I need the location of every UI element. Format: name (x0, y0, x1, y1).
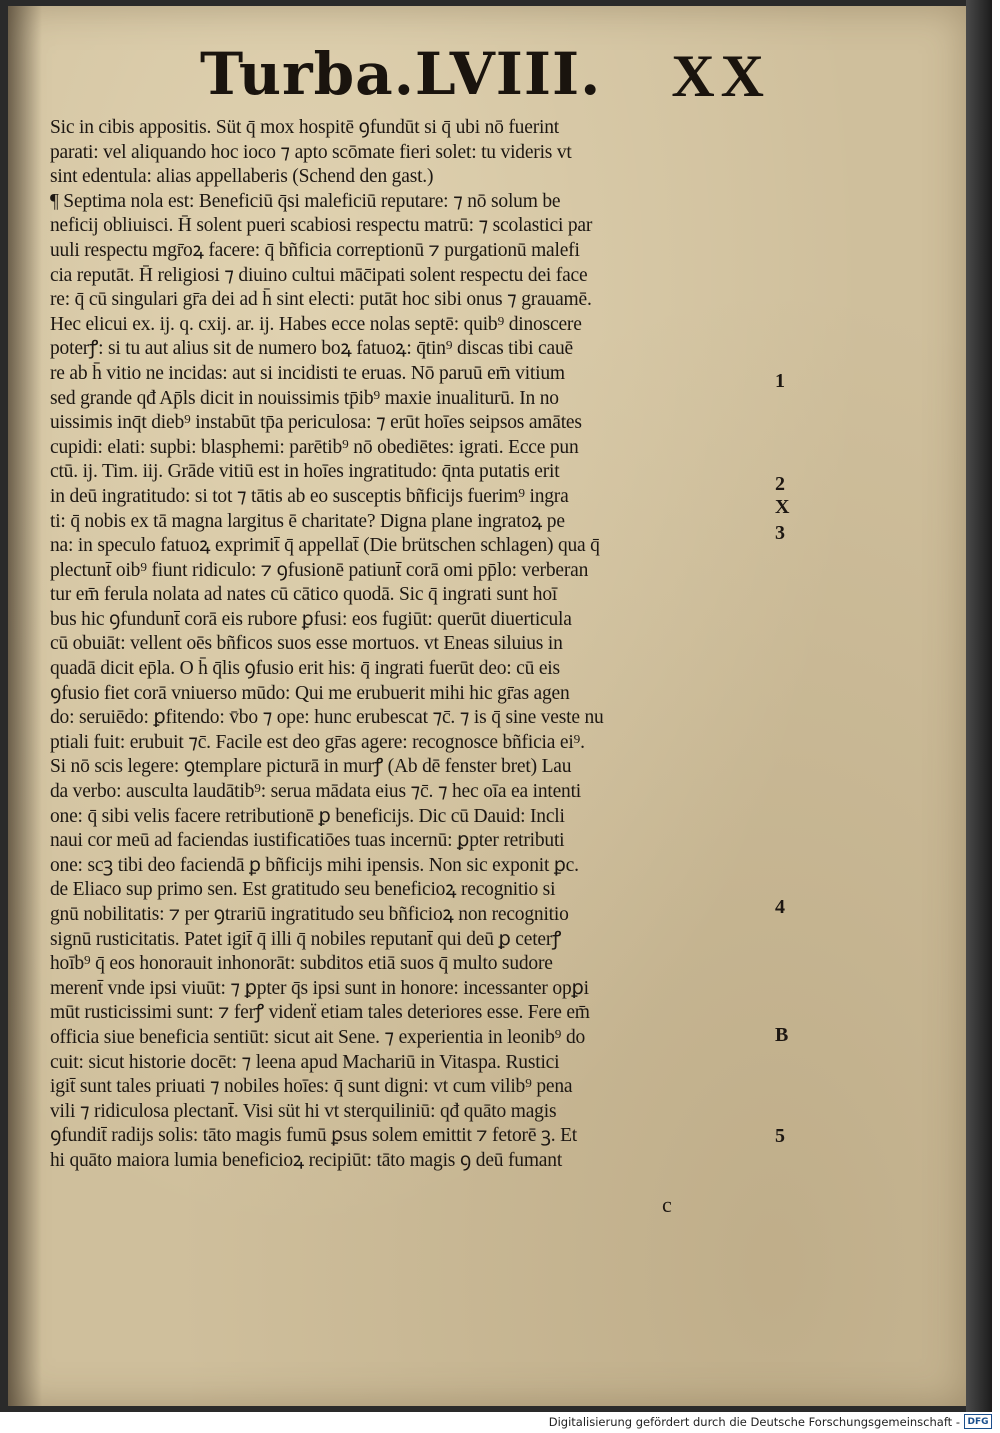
text-line: naui cor meū ad faciendas iustificatiōes tuas incernū: ꝑpter retributi (50, 830, 565, 852)
text-line: one: q̄ sibi velis facere retributionē ꝑ beneficijs. Dic cū Dauid: Incli (50, 805, 565, 827)
footer-bar (0, 1412, 1000, 1433)
text-line: merent̄ vnde ipsi viuūt: ⁊ ꝑpter q̄s ipsi sunt in honore: incessanter opꝑi (50, 977, 589, 999)
text-line: tur em̄ ferula nolata ad nates cū cātico quodā. Sic q̄ ingrati sunt hoī (50, 584, 558, 606)
text-line: Sic in cibis appositis. Süt q̄ mox hospitē ꝯfundūt si q̄ ubi nō fuerint (50, 117, 559, 138)
margin-note: B (775, 1024, 789, 1046)
text-line: sint edentula: alias appellaberis (Schend den gast.) (50, 166, 434, 188)
text-line: in deū ingratitudo: si tot ⁊ tātis ab eo susceptis bñficijs fuerim⁹ ingra (50, 485, 569, 507)
text-line: da verbo: ausculta laudātib⁹: serua mādata eius ⁊c̄. ⁊ hec oīa ea intenti (50, 781, 582, 803)
margin-note: 3 (775, 522, 785, 544)
text-line: ꝯfundit̄ radijs solis: tāto magis fumū ꝑsus solem emittit ⁊ fetorē ꝫ. Et (50, 1125, 578, 1147)
running-title: Turba.LVIII. (200, 40, 602, 108)
body-text (50, 116, 770, 1174)
text-line: cū obuiāt: vellent oēs bñficos suos esse mortuos. vt Eneas siluius in (50, 633, 563, 655)
gutter-shadow (8, 6, 42, 1406)
text-line: signū rusticitatis. Patet igit̄ q̄ illi q̄ nobiles reputant̄ qui deū ꝑ ceterꝭ (50, 928, 562, 950)
text-line: parati: vel aliquando hoc ioco ⁊ apto scōmate fieri solet: tu videris vt (50, 141, 572, 163)
text-line: vili ⁊ ridiculosa plectant̄. Visi süt hi vt sterquiliniū: qđ quāto magis (50, 1100, 557, 1122)
text-line: re ab h̄ vitio ne incidas: aut si incidisti te eruas. Nō paruū em̄ vitium (50, 362, 565, 384)
text-line: Hec elicui ex. ij. q. cxij. ar. ij. Habes ecce nolas septē: quib⁹ dinoscere (50, 313, 582, 335)
text-line: poterꝭ: si tu aut alius sit de numero boꝝ fatuoꝝ: q̄tin⁹ discas tibi cauē (50, 338, 573, 360)
text-line: de Eliaco sup primo sen. Est gratitudo seu beneficioꝝ recognitio si (50, 879, 556, 901)
text-line: hoīb⁹ q̄ eos honorauit inhonorāt: subditos etiā suos q̄ multo sudore (50, 953, 553, 975)
page-edge (966, 0, 992, 1412)
margin-note: 5 (775, 1125, 785, 1147)
text-line: ptiali fuit: erubuit ⁊c̄. Facile est deo gr̄as agere: recognosce bñficia ei⁹. (50, 731, 585, 753)
text-line: ¶ Septima nola est: Beneficiū q̄si maleficiū reputare: ⁊ nō solum be (50, 190, 561, 212)
margin-note: X (775, 496, 790, 518)
text-line: cia reputāt. H̄ religiosi ⁊ diuino cultui māc̄ipati solent respectu dei face (50, 264, 588, 286)
text-line: quadā dicit ep̄la. O h̄ q̄lis ꝯfusio erit his: q̄ ingrati fuerūt deo: cū eis (50, 658, 560, 680)
text-line: officia siue beneficia sentiūt: sicut ait Sene. ⁊ experientia in leonib⁹ do (50, 1026, 586, 1048)
folio-number: XX (671, 43, 770, 109)
text-line: bus hic ꝯfundunt̄ corā eis rubore ꝑfusi: eos fugiūt: querūt diuerticula (50, 608, 572, 630)
dfg-logo: DFG (964, 1414, 992, 1429)
text-line: cupidi: elati: supbi: blasphemi: parētib⁹ nō obediētes: igrati. Ecce pun (50, 436, 579, 458)
margin-note: 2 (775, 473, 785, 495)
text-line: uissimis inq̄t dieb⁹ instabūt tp̄a periculosa: ⁊ erūt hoīes seipsos amātes (50, 412, 582, 434)
text-line: igit̄ sunt tales priuati ⁊ nobiles hoīes: q̄ sunt digni: vt cum vilib⁹ pena (50, 1076, 573, 1098)
text-line: cuit: sicut historie docēt: ⁊ leena apud Machariū in Vitaspa. Rustici (50, 1051, 560, 1073)
text-line: na: in speculo fatuoꝝ exprimit̄ q̄ appellat̄ (Die brütschen schlagen) qua q̄ (50, 535, 600, 557)
funding-credit: Digitalisierung gefördert durch die Deutsche Forschungsgemeinschaft - (548, 1415, 960, 1429)
text-line: neficij obliuisci. H̄ solent pueri scabiosi respectu matrū: ⁊ scolastici par (50, 215, 593, 237)
signature-mark: c (662, 1192, 672, 1217)
page-header (200, 40, 780, 120)
text-line: ctū. ij. Tim. iij. Grāde vitiū est in hoīes ingratitudo: q̄nta putatis erit (50, 461, 560, 483)
text-line: ti: q̄ nobis ex tā magna largitus ē charitate? Digna plane ingratoꝝ pe (50, 510, 565, 532)
text-line: do: seruiēdo: ꝑfitendo: v̄bo ⁊ ope: hunc erubescat ⁊c̄. ⁊ is q̄ sine veste nu (50, 707, 604, 729)
text-line: Si nō scis legere: ꝯtemplare picturā in murꝭ (Ab dē fenster bret) Lau (50, 756, 572, 778)
text-line: uuli respectu mgr̄oꝝ facere: q̄ bñficia correptionū ⁊ purgationū malefi (50, 239, 580, 261)
text-line: ꝯfusio fiet corā vniuerso mūdo: Qui me erubuerit mihi hic gr̄as agen (50, 682, 570, 704)
text-line: sed grande qđ Ap̄ls dicit in nouissimis tp̄ib⁹ maxie inualiturū. In no (50, 387, 559, 409)
text-line: plectunt̄ oib⁹ fiunt ridiculo: ⁊ ꝯfusionē patiunt̄ corā omi pp̄lo: verberan (50, 559, 589, 581)
text-line: hi quāto maiora lumia beneficioꝝ recipiūt: tāto magis ꝯ deū fumant (50, 1149, 563, 1171)
text-line: one: scꝫ tibi deo faciendā ꝑ bñficijs mihi ipensis. Non sic exponit ꝑc. (50, 854, 579, 876)
text-line: re: q̄ cū singulari gr̄a dei ad h̄ sint electi: putāt hoc sibi onus ⁊ grauamē. (50, 289, 592, 311)
text-line: mūt rusticissimi sunt: ⁊ ferꝭ videnẗ etiam tales deteriores esse. Fere em̄ (50, 1002, 590, 1024)
text-line: gnū nobilitatis: ⁊ per ꝯtrariū ingratitudo seu bñficioꝝ non recognitio (50, 904, 569, 925)
margin-note: 1 (775, 370, 785, 392)
margin-note: 4 (775, 896, 785, 918)
